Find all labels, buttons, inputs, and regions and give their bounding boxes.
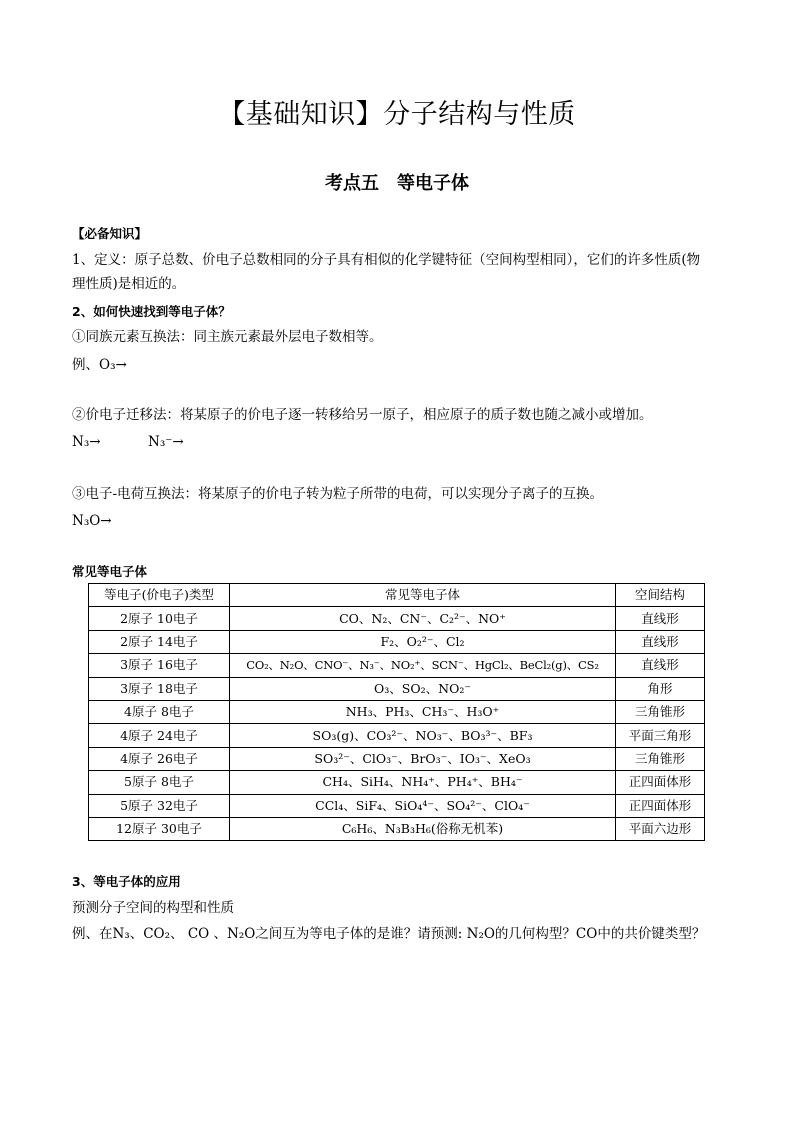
table-row — [89, 817, 705, 840]
table-cell: 4原子 26电子 — [89, 747, 230, 770]
table-header-cell: 空间结构 — [616, 584, 705, 607]
table-cell: 正四面体形 — [616, 794, 705, 817]
section-label: 【必备知识】 — [72, 226, 148, 241]
example-3: N₃O→ — [72, 513, 112, 529]
example-1: 例、O₃→ — [72, 357, 127, 373]
table-cell: 4原子 24电子 — [89, 724, 230, 747]
table-cell: 3原子 16电子 — [89, 654, 230, 677]
table-row — [89, 677, 705, 700]
application-text: 预测分子空间的构型和性质 — [72, 900, 234, 916]
table-row — [89, 607, 705, 630]
definition-line-1: 1、定义：原子总数、价电子总数相同的分子具有相似的化学键特征（空间构型相同），它们的许多性质(物 — [72, 252, 701, 268]
table-row — [89, 724, 705, 747]
table-cell: SO₃²⁻、ClO₃⁻、BrO₃⁻、IO₃⁻、XeO₃ — [230, 747, 616, 770]
table-row — [89, 747, 705, 770]
table-row — [89, 630, 705, 653]
table-cell: F₂、O₂²⁻、Cl₂ — [230, 630, 616, 653]
table-cell: 3原子 18电子 — [89, 677, 230, 700]
isoelectronic-table — [88, 583, 705, 841]
table-cell: 角形 — [616, 677, 705, 700]
table-cell: C₆H₆、N₃B₃H₆(俗称无机苯) — [230, 817, 616, 840]
table-cell: CO₂、N₂O、CNO⁻、N₃⁻、NO₂⁺、SCN⁻、HgCl₂、BeCl₂(g)、CS₂ — [230, 654, 616, 677]
example-2b: N₃⁻→ — [148, 434, 184, 450]
question-3-heading: 3、等电子体的应用 — [72, 874, 181, 889]
table-row — [89, 654, 705, 677]
method-1: ①同族元素互换法：同主族元素最外层电子数相等。 — [72, 329, 383, 345]
method-2: ②价电子迁移法：将某原子的价电子逐一转移给另一原子，相应原子的质子数也随之减小或增加。 — [72, 407, 653, 423]
table-cell: 5原子 32电子 — [89, 794, 230, 817]
definition-line-2: 理性质)是相近的。 — [72, 276, 186, 292]
table-cell: 三角锥形 — [616, 700, 705, 723]
table-header-cell: 等电子(价电子)类型 — [89, 584, 230, 607]
table-cell: 12原子 30电子 — [89, 817, 230, 840]
table-cell: CCl₄、SiF₄、SiO₄⁴⁻、SO₄²⁻、ClO₄⁻ — [230, 794, 616, 817]
table-cell: 正四面体形 — [616, 771, 705, 794]
table-cell: O₃、SO₂、NO₂⁻ — [230, 677, 616, 700]
table-cell: 2原子 14电子 — [89, 630, 230, 653]
final-example: 例、在N₃、CO₂、 CO 、N₂O之间互为等电子体的是谁？请预测: N₂O的几何构型？CO中的共价键类型？ — [72, 926, 706, 942]
table-cell: 4原子 8电子 — [89, 700, 230, 723]
table-cell: 5原子 8电子 — [89, 771, 230, 794]
table-row — [89, 771, 705, 794]
table-row — [89, 794, 705, 817]
table-caption: 常见等电子体 — [72, 564, 148, 579]
table-cell: 2原子 10电子 — [89, 607, 230, 630]
table-cell: 平面三角形 — [616, 724, 705, 747]
page-title: 【基础知识】分子结构与性质 — [218, 99, 576, 130]
table-header-row — [89, 584, 705, 607]
table-row — [89, 700, 705, 723]
question-2-heading: 2、如何快速找到等电子体？ — [72, 304, 231, 319]
table-cell: 直线形 — [616, 630, 705, 653]
table-cell: CO、N₂、CN⁻、C₂²⁻、NO⁺ — [230, 607, 616, 630]
table-cell: CH₄、SiH₄、NH₄⁺、PH₄⁺、BH₄⁻ — [230, 771, 616, 794]
table-cell: SO₃(g)、CO₃²⁻、NO₃⁻、BO₃³⁻、BF₃ — [230, 724, 616, 747]
section-subtitle: 考点五 等电子体 — [325, 173, 469, 194]
table-cell: 平面六边形 — [616, 817, 705, 840]
table-cell: 三角锥形 — [616, 747, 705, 770]
table-cell: 直线形 — [616, 654, 705, 677]
table-header-cell: 常见等电子体 — [230, 584, 616, 607]
table-cell: 直线形 — [616, 607, 705, 630]
method-3: ③电子-电荷互换法：将某原子的价电子转为粒子所带的电荷，可以实现分子离子的互换。 — [72, 486, 604, 502]
table-cell: NH₃、PH₃、CH₃⁻、H₃O⁺ — [230, 700, 616, 723]
example-2a: N₃→ — [72, 434, 101, 450]
